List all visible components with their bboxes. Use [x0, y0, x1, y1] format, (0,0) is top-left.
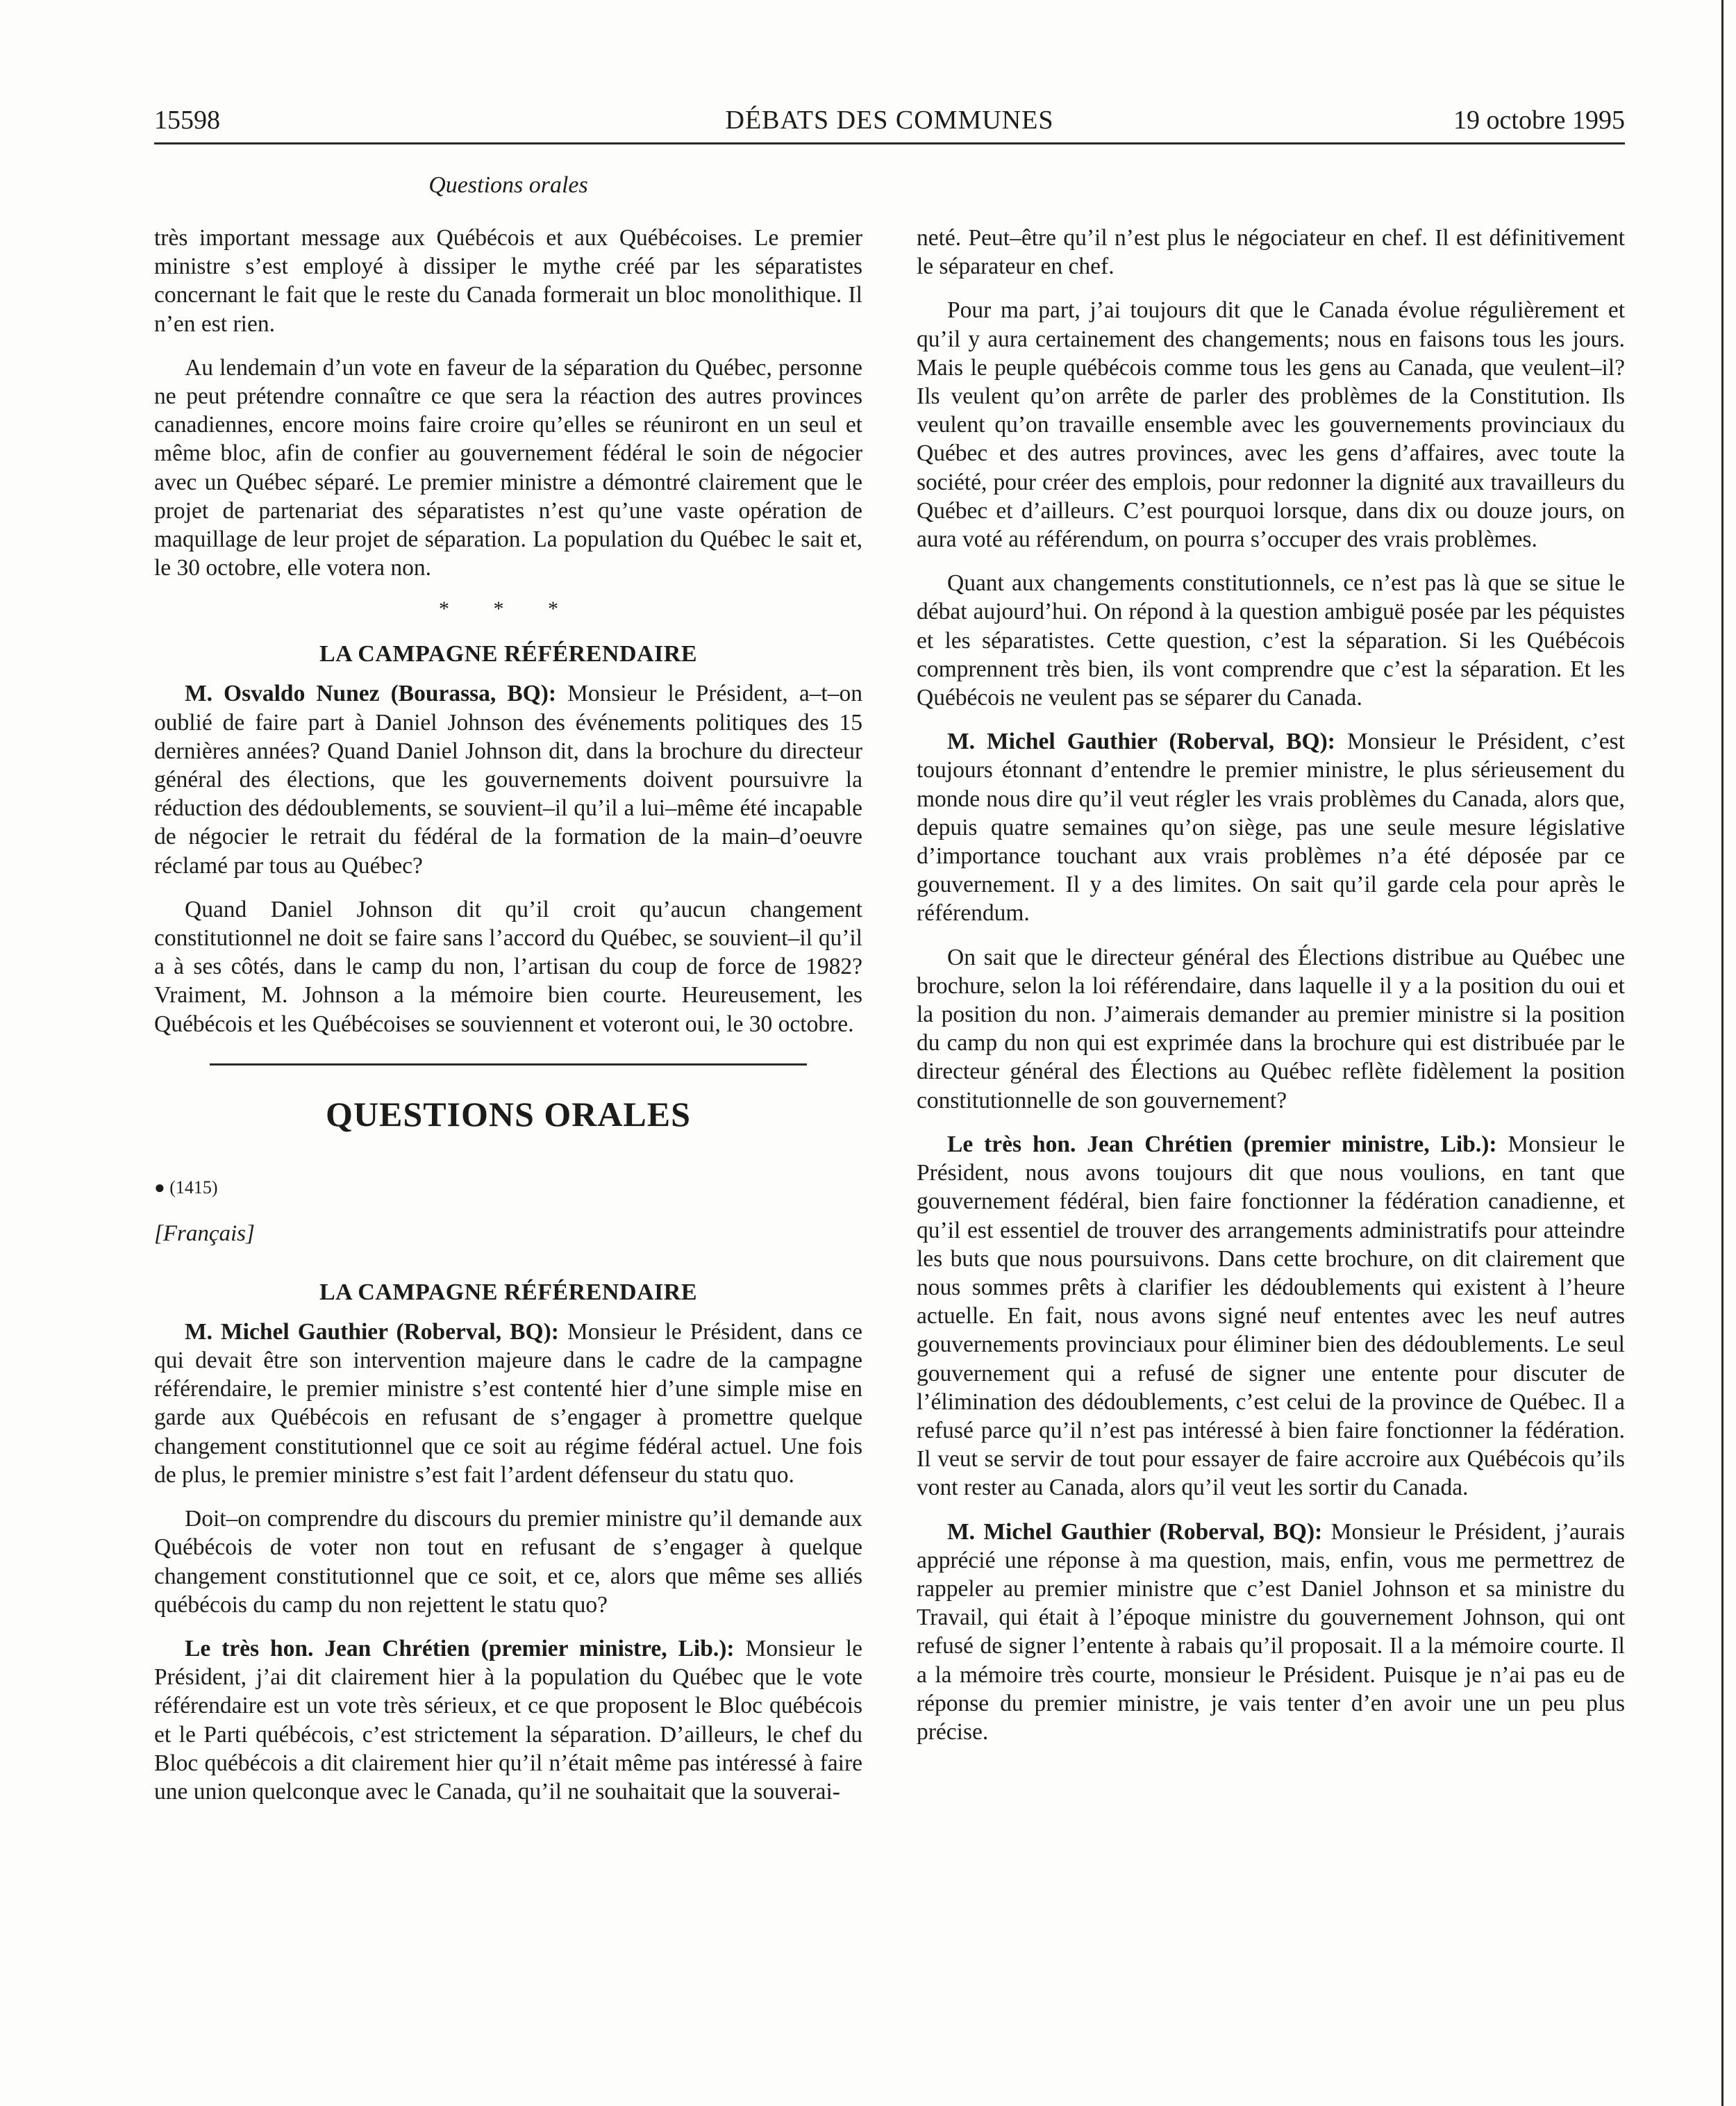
section-separator-stars: * * *	[439, 597, 578, 621]
page-header	[154, 103, 1625, 138]
speaker-name: M. Michel Gauthier (Roberval, BQ):	[947, 729, 1335, 755]
speech-text: Monsieur le Président, j’aurais apprécié une réponse à ma question, mais, enfin, vous me permettrez de rappeler au premier ministre que c’est Daniel Johnson et sa ministre du Travail, qui était à l’époque ministre du gouvernement Johnson, qui ont refusé de signer l’entente à rabais qu’il proposait. Il a la mémoire courte. Il a la mémoire très courte, monsieur le Président. Puisque je n’ai pas eu de réponse du premier ministre, je vais tenter d’en avoir une un peu plus précise.	[917, 1518, 1625, 1745]
paragraph: On sait que le directeur général des Élections distribue au Québec une brochure, selon la loi référendaire, dans laquelle il y a la position du oui et la position du non. J’aimerais demander au premier ministre si la position du camp du non qui est exprimée dans la brochure qui est distribuée par le directeur général des Élections au Québec reflète fidèlement la position constitutionnelle de son gouvernement?	[917, 944, 1625, 1113]
page-number: 15598	[154, 106, 220, 135]
left-column	[154, 224, 862, 1821]
speaker-name: M. Michel Gauthier (Roberval, BQ):	[947, 1518, 1323, 1545]
speech-text: Monsieur le Président, nous avons toujours dit que nous voulions, en tant que gouvernement fédéral, bien faire fonctionner la fédération canadienne, et qu’il est essentiel de trouver des arrangements administratifs pour atteindre les buts que nous poursuivons. Dans cette brochure, on dit clairement que nous sommes prêts à clarifier les dédoublements qui existent à l’heure actuelle. En fait, nous avons signé neuf ententes avec les neuf autres gouvernements provinciaux pour éliminer bien des dédoublements. Le seul gouvernement qui a refusé de signer une entente pour discuter de l’élimination des dédoublements, c’est celui de la province de Québec. Il a refusé parce qu’il n’est pas intéressé à bien faire fonctionner la fédération. Il veut se servir de tout pour essayer de faire accroire aux Québécois qu’ils vont rester au Canada, alors qu’il veut les sortir du Canada.	[917, 1131, 1625, 1501]
paragraph: Pour ma part, j’ai toujours dit que le Canada évolue régulièrement et qu’il y aura certainement des changements; nous en faisons tous les jours. Mais le peuple québécois comme tous les gens au Canada, que veulent–il? Ils veulent qu’on arrête de parler des problèmes de la Constitution. Ils veulent qu’on travaille ensemble avec les gouvernements provinciaux du Québec et des autres provinces, avec les gens d’affaires, avec toute la société, pour créer des emplois, pour redonner la dignité aux travailleurs du Québec et d’ailleurs. C’est pourquoi lorsque, dans dix ou douze jours, on aura voté au référendum, on pourra s’occuper des vrais problèmes.	[917, 297, 1625, 553]
speech-paragraph	[917, 1518, 1625, 1747]
subheading: LA CAMPAGNE RÉFÉRENDAIRE	[319, 1279, 698, 1305]
main-heading: QUESTIONS ORALES	[326, 1094, 691, 1134]
speaker-name: M. Michel Gauthier (Roberval, BQ):	[185, 1318, 559, 1345]
paragraph: neté. Peut–être qu’il n’est plus le négociateur en chef. Il est définitivement le séparateur en chef.	[917, 225, 1625, 280]
publication-title: DÉBATS DES COMMUNES	[725, 106, 1054, 135]
paragraph: très important message aux Québécois et aux Québécoises. Le premier ministre s’est employé à dissiper le mythe créé par les séparatistes concernant le fait que le reste du Canada formerait un bloc monolithique. Il n’en est rien.	[154, 225, 862, 337]
section-label: Questions orales	[428, 172, 588, 198]
paragraph: Quand Daniel Johnson dit qu’il croit qu’aucun changement constitutionnel ne doit se faire sans l’accord du Québec, se souvient–il qu’il a à ses côtés, dans le camp du non, l’artisan du coup de force de 1982? Vraiment, M. Johnson a la mémoire bien courte. Heureusement, les Québécois et les Québécoises se souviennent et voteront oui, le 30 octobre.	[154, 896, 862, 1037]
paragraph: Au lendemain d’un vote en faveur de la séparation du Québec, personne ne peut prétendre connaître ce que sera la réaction des autres provinces canadiennes, encore moins faire croire qu’elles se réuniront en un seul et même bloc, afin de confier au gouvernement fédéral le soin de négocier avec un Québec séparé. Le premier ministre a démontré clairement que le projet de partenariat des séparatistes n’est qu’une vaste opération de maquillage de leur projet de séparation. La population du Québec le sait et, le 30 octobre, elle votera non.	[154, 354, 862, 581]
speech-paragraph	[917, 1130, 1625, 1502]
speaker-name: Le très hon. Jean Chrétien (premier ministre, Lib.):	[185, 1635, 735, 1661]
speech-paragraph	[154, 1634, 862, 1806]
bullet-icon: ●	[154, 1177, 165, 1197]
paragraph: Doit–on comprendre du discours du premier ministre qu’il demande aux Québécois de voter non tout en refusant de s’engager à quelque changement constitutionnel que ce soit, et ce, alors que même ses alliés québécois du camp du non rejettent le statu quo?	[154, 1506, 862, 1618]
timestamp	[154, 1174, 862, 1202]
speech-text: Monsieur le Président, dans ce qui devait être son intervention majeure dans le cadre de la campagne référendaire, le premier ministre s’est contenté hier d’une simple mise en garde aux Québécois en refusant de s’engager à promettre quelque changement constitutionnel que ce soit au régime fédéral actuel. Une fois de plus, le premier ministre s’est fait l’ardent défenseur du statu quo.	[154, 1318, 862, 1488]
publication-date: 19 octobre 1995	[1453, 106, 1625, 135]
timestamp-value: (1415)	[169, 1177, 218, 1197]
speech-paragraph	[154, 679, 862, 879]
page-edge-line	[1721, 0, 1724, 2106]
speaker-name: M. Osvaldo Nunez (Bourassa, BQ):	[185, 681, 557, 707]
paragraph: Quant aux changements constitutionnels, ce n’est pas là que se situe le débat aujourd’hui. On répond à la question ambiguë posée par les péquistes et les séparatistes. Cette question, c’est la séparation. Si les Québécois comprennent très bien, ils vont comprendre que c’est la séparation. Et les Québécois ne veulent pas se séparer du Canada.	[917, 570, 1625, 711]
subheading: LA CAMPAGNE RÉFÉRENDAIRE	[319, 641, 698, 668]
right-column	[917, 224, 1625, 1761]
header-rule	[154, 142, 1625, 144]
speech-text: Monsieur le Président, j’ai dit clairement hier à la population du Québec que le vote référendaire est un vote très sérieux, et ce que proposent le Bloc québécois et le Parti québécois, c’est strictement la séparation. D’ailleurs, le chef du Bloc québécois a dit clairement hier qu’il n’était même pas intéressé à faire une union quelconque avec le Canada, qu’il ne souhaitait que la souverai-	[154, 1635, 862, 1805]
section-divider	[210, 1063, 807, 1066]
speech-text: Monsieur le Président, a–t–on oublié de faire part à Daniel Johnson des événements politiques des 15 dernières années? Quand Daniel Johnson dit, dans la brochure du directeur général des élections, que les gouvernements doivent poursuivre la réduction des dédoublements, se souvient–il qu’il a lui–même été incapable de négocier le retrait du fédéral de la formation de la main–d’oeuvre réclamé par tous au Québec?	[154, 681, 862, 879]
speaker-name: Le très hon. Jean Chrétien (premier ministre, Lib.):	[947, 1131, 1497, 1157]
speech-paragraph	[154, 1318, 862, 1489]
speech-paragraph	[917, 727, 1625, 927]
speech-text: Monsieur le Président, c’est toujours étonnant d’entendre le premier ministre, le plus sérieusement du monde nous dire qu’il veut régler les vrais problèmes du Canada, alors que, depuis quatre semaines qu’on siège, pas une seule mesure législative d’importance touchant aux vrais problèmes n’a été déposée par ce gouvernement. Il y a des limites. On sait qu’il garde cela pour après le référendum.	[917, 729, 1625, 927]
language-marker: [Français]	[154, 1220, 255, 1246]
